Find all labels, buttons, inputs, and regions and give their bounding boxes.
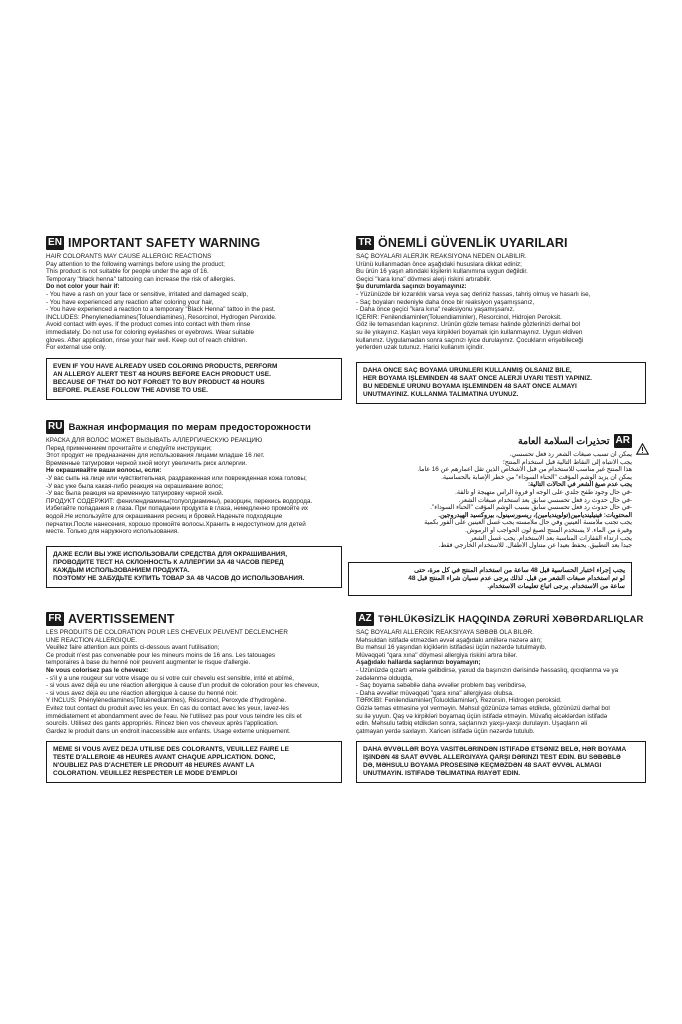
text-line: Y INCLUS: Phénylènediamines(Toluènediamines), Résorcinol, Peroxyde d'hydrogène. xyxy=(46,697,287,705)
text-line: Göz ile temasından kaçınınız. Ürünün gözle teması halinde gözlerinizi derhal bol xyxy=(356,321,581,329)
section-title: ÖNEMLİ GÜVENLİK UYARILARI xyxy=(378,236,568,250)
text-line: يجب تجنب ملامسة العينين وفي حال ملامسته يجب غسل العينين على الفور بكمية xyxy=(424,519,632,527)
section-header xyxy=(46,611,342,627)
notice-line: КАЖДЫМ ИСПОЛЬЗОВАНИЕМ ПРОДУКТА. xyxy=(53,566,190,574)
text-line: يجب عدم صبغ الشعر في الحالات التالية: xyxy=(527,481,632,489)
section-en xyxy=(46,235,342,400)
allergy-test-notice xyxy=(356,741,646,783)
section-az xyxy=(356,611,646,783)
text-line: - Saç boyama səbəbilə daha əvvəllər problem baş veribdirsə, xyxy=(356,682,527,690)
text-line: -في حال حدوث رد فعل تحسسي سابق بعد استخدام صبغات الشعر. xyxy=(458,496,632,504)
section-title: AVERTISSEMENT xyxy=(68,612,175,626)
text-line: sourcils. Utilisez des gants appropriés. Rincez bien vos cheveux après l'application. xyxy=(46,720,279,728)
section-tr xyxy=(356,235,646,404)
notice-line: ساعة من الاستخدام. يرجى اتباع تعليمات الاستخدام. xyxy=(487,582,625,590)
notice-line: TESTE D'ALLERGIE 48 HEURES AVANT CHAQUE APPLICATION. DONC, xyxy=(53,754,276,762)
text-line: - Saç boyaları nedeniyle daha önce bir reaksiyon yaşamışsanız, xyxy=(356,298,535,306)
text-line: zədələnmə olduqda, xyxy=(356,674,413,682)
text-line: immédiatement et abondamment avec de l'eau. Ne l'utilisez pas pour vous teindre les cils et xyxy=(46,712,302,720)
text-line: Временные татуировки черной хной могут увеличить риск аллергии. xyxy=(46,459,247,467)
text-line: - You have a rash on your face or sensitive, irritated and damaged scalp, xyxy=(46,290,248,298)
text-line: Ürünü kullanmadan önce aşağıdaki hususlara dikkat ediniz; xyxy=(356,260,522,268)
section-title: TƏHLÜKƏSİZLİK HAQQINDA ZƏRURİ XƏBƏRDARLIQLAR xyxy=(378,613,644,625)
text-line: Şu durumlarda saçınızı boyamayınız: xyxy=(356,283,467,291)
text-line: Évitez tout contact du produit avec les yeux. En cas du contact avec les yeux, lavez-les xyxy=(46,704,289,712)
text-line: Müvəqqəti "qara xına" döyməsi allergiya riskini artıra bilər. xyxy=(356,651,518,659)
notice-line: UNUTMAYIN. İSTİFADƏ TƏLİMATINA RİAYƏT EDİN. xyxy=(363,770,521,778)
notice-line: MEME SI VOUS AVEZ DEJA UTILISE DES COLORANTS, VEUILLEZ FAIRE LE xyxy=(53,746,289,754)
text-line: su ilə yuyun. Qaş və kirpikləri boyamaq üçün istifadə etməyin. Müvafiq əlcəklərdən istifadə xyxy=(356,712,608,720)
text-line: HAIR COLORANTS MAY CAUSE ALLERGIC REACTIONS xyxy=(46,253,212,260)
text-line: Bu ürün 16 yaşın altındaki kişilerin kullanımına uygun değildir. xyxy=(356,268,528,276)
language-tag-en: EN xyxy=(46,236,64,250)
notice-line: DAHA ÖNCE SAÇ BOYAMA ÜRÜNLERİ KULLANMIŞ OLSANIZ BİLE, xyxy=(363,366,572,374)
text-line: - You have experienced any reaction after coloring your hair, xyxy=(46,298,214,306)
section-title: Важная информация по мерам предосторожности xyxy=(68,421,311,433)
text-line: Do not color your hair if: xyxy=(46,283,120,291)
text-line: -У вас уже была какая-либо реакция на окрашивание волос; xyxy=(46,482,224,490)
allergy-test-notice xyxy=(46,741,342,783)
text-line: ПРОДУКТ СОДЕРЖИТ: фенилендиамины(толуолдиамины), резорцин, перекись водорода. xyxy=(46,497,313,505)
text-line: وفيرة من الماء. لا يستخدم المنتج لصبغ لون الحواجب أو الرموش. xyxy=(465,526,632,534)
notice-line: لو تم استخدام صبغات الشعر من قبل. لذلك يرجى عدم نسيان شراء المنتج قبل 48 xyxy=(408,574,625,582)
text-line: yerlerden uzak tutunuz. Harici kullanım içindir. xyxy=(356,344,485,352)
text-line: edin. Məhsulu tətbiq etdikdən sonra, saçlarınızı yaxşı-yaxşı durulayın. Uşaqların əli xyxy=(356,720,588,728)
text-line: INCLUDES: Phenylenediamines(Toluendiamines), Resorcinol, Hydrogen Peroxide. xyxy=(46,313,277,321)
text-line: su ile yıkayınız. Kaşları veya kirpikleri boyamak için kullanmayınız. Uygun eldiven xyxy=(356,328,583,336)
text-line: - si vous avez déjà eu une réaction allergique à cause du henné noir. xyxy=(46,689,238,697)
text-line: - s'il y a une rougeur sur votre visage ou si votre cuir chevelu est sensible, irrité et abîmé, xyxy=(46,674,294,682)
text-line: جيداً بعد التطبيق. يحفظ بعيداً عن متناول الأطفال. للاستخدام الخارجي فقط. xyxy=(438,542,632,550)
text-line: immediately. Do not use for coloring eyelashes or eyebrows. Wear suitable xyxy=(46,328,255,336)
allergy-test-notice xyxy=(348,562,632,596)
language-tag-ru: RU xyxy=(48,421,63,432)
text-line: Избегайте попадания в глаза. При попадании продукта в глаза, немедленно промойте их xyxy=(46,505,309,513)
section-ru xyxy=(46,419,342,588)
notice-line: ДАЖЕ ЕСЛИ ВЫ УЖЕ ИСПОЛЬЗОВАЛИ СРЕДСТВА ДЛЯ ОКРАШИВАНИЯ, xyxy=(53,550,288,558)
text-line: Temporary "black henna" tattooing can increase the risk of allergies. xyxy=(46,275,236,283)
text-line: Aşağıdakı hallarda saçlarınızı boyamayın; xyxy=(356,659,481,667)
text-line: КРАСКА ДЛЯ ВОЛОС МОЖЕТ ВЫЗЫВАТЬ АЛЛЕРГИЧЕСКУЮ РЕАКЦИЮ xyxy=(46,437,263,444)
notice-line: BECAUSE OF THAT DO NOT FORGET TO BUY PRODUCT 48 HOURS xyxy=(53,378,265,386)
warning-text xyxy=(46,253,342,352)
language-tag-fr: FR xyxy=(46,612,64,626)
text-line: يجب ارتداء القفازات المناسبة بعد الاستخدام. يجب غسل الشعر xyxy=(470,534,632,542)
notice-line: AN ALLERGY ALERT TEST 48 HOURS BEFORE EACH PRODUCT USE. xyxy=(53,370,271,378)
notice-line: ПОЭТОМУ НЕ ЗАБУДЬТЕ КУПИТЬ ТОВАР ЗА 48 ЧАСОВ ДО ИСПОЛЬЗОВАНИЯ. xyxy=(53,574,305,582)
section-title: IMPORTANT SAFETY WARNING xyxy=(68,236,261,250)
text-line: Bu məhsul 16 yaşından kiçiklərin istifadəsi üçün nəzərdə tutulmayıb. xyxy=(356,644,547,652)
warning-text xyxy=(356,629,646,735)
text-line: يمكن أن تسبب صبغات الشعر رد فعل تحسسي. xyxy=(509,451,632,458)
section-header xyxy=(356,611,646,627)
text-line: UNE REACTION ALLERGIQUE. xyxy=(46,636,137,644)
section-ar xyxy=(348,433,632,596)
text-line: -في حال وجود طفح جلدي على الوجه أو فروة الرأس متهيجة أو تالفة. xyxy=(455,488,632,496)
text-line: - si vous avez déjà eu une réaction allergique à cause d'un produit de coloration pour les cheveux, xyxy=(46,682,320,690)
text-line: Veuillez faire attention aux points ci-dessous avant l'utilisation; xyxy=(46,644,220,652)
notice-line: İŞİNDƏN 48 SAAT ƏVVƏL ALLERGİYAYA QARŞI DƏRİNZİ TEST EDİN. BU SƏBƏBLƏ xyxy=(363,754,621,762)
allergy-test-notice xyxy=(46,546,342,588)
text-line: يجب الانتباه إلى النقاط التالية قبل استخدام المنتج؛ xyxy=(502,458,632,466)
text-line: gloves. After application, rinse your hair well. Keep out of reach children. xyxy=(46,336,248,344)
text-line: - Yüzünüzde bir kızarıklık varsa veya saç deriniz hassas, tahriş olmuş ve hasarlı ise, xyxy=(356,290,591,298)
warning-triangle-icon xyxy=(636,443,649,455)
text-line: Məhsuldan istifadə etməzdən əvvəl aşağıdakı amillərə nəzərə alın; xyxy=(356,636,542,644)
text-line: temporaires à base du henné noir peuvent augmenter le risque d'allergie. xyxy=(46,659,251,667)
notice-line: BU NEDENLE ÜRÜNÜ BOYAMA İŞLEMİNDEN 48 SAAT ÖNCE ALMAYI xyxy=(363,382,577,390)
text-line: Перед применением прочитайте и следуйте инструкции; xyxy=(46,444,212,452)
text-line: هذا المنتج غير مناسب للاستخدام من قبل الأشخاص الذين تقل أعمارهم عن 16 عاماً. xyxy=(417,466,632,474)
text-line: -У вас была реакция на временную татуировку черной хной. xyxy=(46,490,224,498)
text-line: Ne vous colorisez pas le cheveux: xyxy=(46,666,149,674)
text-line: Geçici "kara kına" dövmesi alerji riskini artırabilir. xyxy=(356,275,492,283)
language-tag-tr: TR xyxy=(356,236,374,250)
allergy-test-notice xyxy=(356,362,646,404)
text-line: - You have experienced a reaction to a temporary "Black Henna" tattoo in the past. xyxy=(46,306,276,314)
notice-line: UNUTMAYINIZ. KULLANMA TALİMATINA UYUNUZ. xyxy=(363,390,519,398)
text-line: Avoid contact with eyes. If the product comes into contact with them rinse xyxy=(46,321,251,329)
notice-line: يجب إجراء اختبار الحساسية قبل 48 ساعة من استخدام المنتج في كل مرة، حتى xyxy=(414,566,625,574)
text-line: SAÇ BOYALARI ALERJİK REAKSİYONA NEDEN OLABİLİR. xyxy=(356,253,527,260)
notice-line: BEFORE. PLEASE FOLLOW THE ADVISE TO USE. xyxy=(53,386,208,394)
warning-text xyxy=(46,437,342,536)
text-line: LES PRODUITS DE COLORATION POUR LES CHEVEUX PEUVENT DECLENCHER xyxy=(46,629,288,636)
section-header xyxy=(348,433,632,449)
text-line: SAÇ BOYALARI ALLERGİK REAKSİYAYA SƏBƏB OLA BİLƏR. xyxy=(356,629,534,636)
section-header xyxy=(356,235,646,251)
notice-line: ПРОВОДИТЕ ТЕСТ НА СКЛОННОСТЬ К АЛЛЕРГИИ ЗА 48 ЧАСОВ ПЕРЕД xyxy=(53,558,284,566)
text-line: -في حال حدوث رد فعل تحسسي سابق بسبب الوشم المؤقت "الحناء السوداء". xyxy=(430,504,632,512)
section-header xyxy=(46,235,342,251)
section-title: تحذيرات السلامة العامة xyxy=(517,435,610,447)
text-line: المحتويات: فينيلينديامين(تولوينديامين)، ريسورسينول، بيروكسيد الهيدروجين. xyxy=(438,511,632,519)
text-line: Gözlə təmas etməsinə yol verməyin. Məhsul gözünüzə təmas etdikdə, gözünüzü dərhal bol xyxy=(356,704,610,712)
text-line: يمكن أن يزيد الوشم المؤقت "الحناء السوداء" من خطر الإصابة بالحساسية. xyxy=(441,473,632,481)
notice-line: N'OUBLIEZ PAS D'ACHETER LE PRODUIT 48 HEURES AVANT LA xyxy=(53,762,255,770)
text-line: Этот продукт не предназначен для использования лицами младше 16 лет. xyxy=(46,452,265,460)
notice-line: DƏ, MƏHSULU BOYAMA PROSESİNƏ KEÇMƏZDƏN 48 SAAT ƏVVƏL ALMAĞI xyxy=(363,762,602,770)
text-line: TƏRKİBİ: Fenilendiaminlər(Toluoldiaminlər), Rezorsin, Hidrogen peroksid. xyxy=(356,697,562,705)
warning-text xyxy=(348,451,632,550)
text-line: kullanınız. Uygulamadan sonra saçınızı iyice durulayınız. Çocukların erişebileceği xyxy=(356,336,584,344)
allergy-test-notice xyxy=(46,358,342,400)
section-header xyxy=(46,419,342,435)
text-line: This product is not suitable for people under the age of 16. xyxy=(46,268,209,276)
text-line: - Üzünüzdə qızartı əmələ gəlibdirsə, yaxud da başınızın dərisində həssaslıq, qıcıqlanma və ya xyxy=(356,666,619,674)
text-line: çatmayan yerdə saxlayın. Xaricən istifadə üçün nəzərdə tutulub. xyxy=(356,727,535,735)
text-line: -У вас сыпь на лице или чувствительная, раздраженная или поврежденная кожа головы; xyxy=(46,474,307,482)
language-tag-ar: AR xyxy=(615,435,630,446)
text-line: İÇERİR: Fenilendiaminler(Toluendiaminler), Resorcinol, Hidrojen Peroksit. xyxy=(356,313,562,321)
notice-line: HER BOYAMA İŞLEMİNDEN 48 SAAT ÖNCE ALERJİ UYARI TESTİ YAPINIZ. xyxy=(363,374,592,382)
text-line: Не окрашивайте ваши волосы, если: xyxy=(46,467,162,475)
text-line: - Daha önce geçici "kara kına" reaksiyonu yaşamışsanız. xyxy=(356,306,515,314)
notice-line: DAHA ƏVVƏLLƏR BOYA VASİTƏLƏRİNDƏN İSTİFADƏ ETSƏNİZ BELƏ, HƏR BOYAMA xyxy=(363,746,627,754)
text-line: - Daha əvvəllər müvəqqəti "qara xına" allergiyası olubsa. xyxy=(356,689,514,697)
warning-text xyxy=(356,253,646,352)
section-fr xyxy=(46,611,342,783)
notice-line: EVEN IF YOU HAVE ALREADY USED COLORING PRODUCTS, PERFORM xyxy=(53,362,278,370)
text-line: водой.Не используйте для окрашивания ресниц и бровей.Наденьте подходящие xyxy=(46,512,283,520)
text-line: перчатки.После нанесения, хорошо промойте волосы.Хранить в недоступном для детей xyxy=(46,520,306,528)
text-line: Ce produit n'est pas convenable pour les mineurs moins de 16 ans. Les tatouages xyxy=(46,651,276,659)
warning-text xyxy=(46,629,342,735)
text-line: месте. Только для наружного использования. xyxy=(46,528,179,536)
notice-line: COLORATION. VEUILLEZ RESPECTER LE MODE D'EMPLOI xyxy=(53,770,238,778)
language-tag-az: AZ xyxy=(356,612,374,626)
text-line: Pay attention to the following warnings before using the product; xyxy=(46,260,225,268)
text-line: For external use only. xyxy=(46,344,107,352)
text-line: Gardez le produit dans un endroit inaccessible aux enfants. Usage externe uniquement. xyxy=(46,727,291,735)
